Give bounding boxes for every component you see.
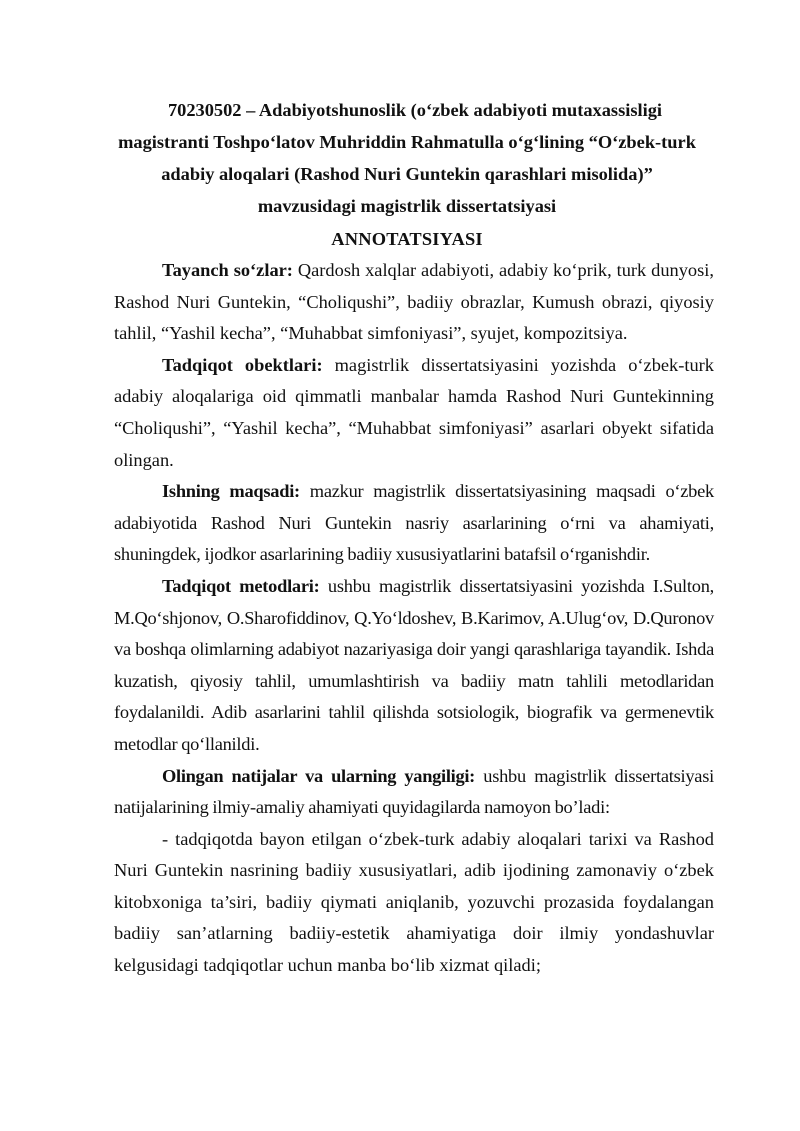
title-line: 70230502 – Adabiyotshunoslik (o‘zbek adabiyoti mutaxassisligi bbox=[167, 100, 663, 120]
results-label: Olingan natijalar va ularning yangiligi: bbox=[162, 765, 475, 786]
keywords-text: Qardosh xalqlar adabiyoti, adabiy ko‘prik, turk dunyosi, Rashod Nuri Guntekin, “Choliqushi”, badiiy obrazlar, Kumush obrazi, qiyosiy tahlil, “Yashil kecha”, “Muhabbat simfoniyasi”, syujet, kompozitsiya. bbox=[114, 260, 714, 344]
research-goal-paragraph bbox=[114, 476, 714, 571]
annotation-body bbox=[114, 255, 714, 982]
results-text: ushbu magistrlik dissertatsiyasi natijalarining ilmiy-amaliy ahamiyati quyidagilarda namoyon bo’ladi: bbox=[114, 765, 714, 818]
research-methods-text: ushbu magistrlik dissertatsiyasini yozishda I.Sulton, M.Qo‘shjonov, O.Sharofiddinov, Q.Yo‘ldoshev, B.Karimov, A.Ulug‘ov, D.Quronov va boshqa olimlarning adabiyot nazariyasiga doir yangi qarashlariga tayandik. Ishda kuzatish, qiyosiy tahlil, umumlashtirish va badiiy matn tahlili metodlaridan foydalanildi. Adib asarlarini tahlil qilishda sotsiologik, biografik va germenevtik metodlar qo‘llanildi. bbox=[114, 575, 715, 754]
keywords-label: Tayanch so‘zlar: bbox=[162, 260, 293, 280]
research-objects-text: magistrlik dissertatsiyasini yozishda o‘zbek-turk adabiy aloqalariga oid qimmatli manbalar hamda Rashod Nuri Guntekinning “Choliqushi”, “Yashil kecha”, “Muhabbat simfoniyasi” asarlari obyekt sifatida olingan. bbox=[114, 354, 714, 470]
title-line: adabiy aloqalari (Rashod Nuri Guntekin qarashlari misolida)” bbox=[161, 164, 653, 184]
document-title bbox=[96, 94, 718, 222]
list-item: - tadqiqotda bayon etilgan o‘zbek-turk adabiy aloqalari tarixi va Rashod Nuri Guntekin nasrining badiiy xususiyatlari, adib ijodining zamonaviy o‘zbek kitobxoniga ta’siri, badiiy qiymati aniqlanib, yozuvchi prozasida foydalangan badiiy san’atlarning badiiy-estetik ahamiyatiga doir ilmiy yondashuvlar kelgusidagi tadqiqotlar uchun manba bo‘lib xizmat qiladi; bbox=[114, 828, 714, 976]
title-line: mavzusidagi magistrlik dissertatsiyasi bbox=[257, 196, 557, 216]
research-objects-paragraph bbox=[114, 350, 714, 476]
annotation-heading: ANNOTATSIYASI bbox=[331, 229, 483, 249]
results-paragraph bbox=[114, 761, 714, 824]
research-methods-label: Tadqiqot metodlari: bbox=[162, 575, 320, 596]
research-methods-paragraph bbox=[114, 571, 714, 761]
keywords-paragraph bbox=[114, 255, 714, 350]
research-goal-label: Ishning maqsadi: bbox=[162, 481, 300, 502]
research-goal-text: mazkur magistrlik dissertatsiyasining maqsadi o‘zbek adabiyotida Rashod Nuri Guntekin nasriy asarlarining o‘rni va ahamiyati, shuningdek, ijodkor asarlarining badiiy xususiyatlarini batafsil o‘rganishdir. bbox=[114, 481, 714, 565]
research-objects-label: Tadqiqot obektlari: bbox=[162, 354, 323, 375]
title-line: magistranti Toshpo‘latov Muhriddin Rahmatulla o‘g‘lining “O‘zbek-turk bbox=[118, 132, 696, 152]
